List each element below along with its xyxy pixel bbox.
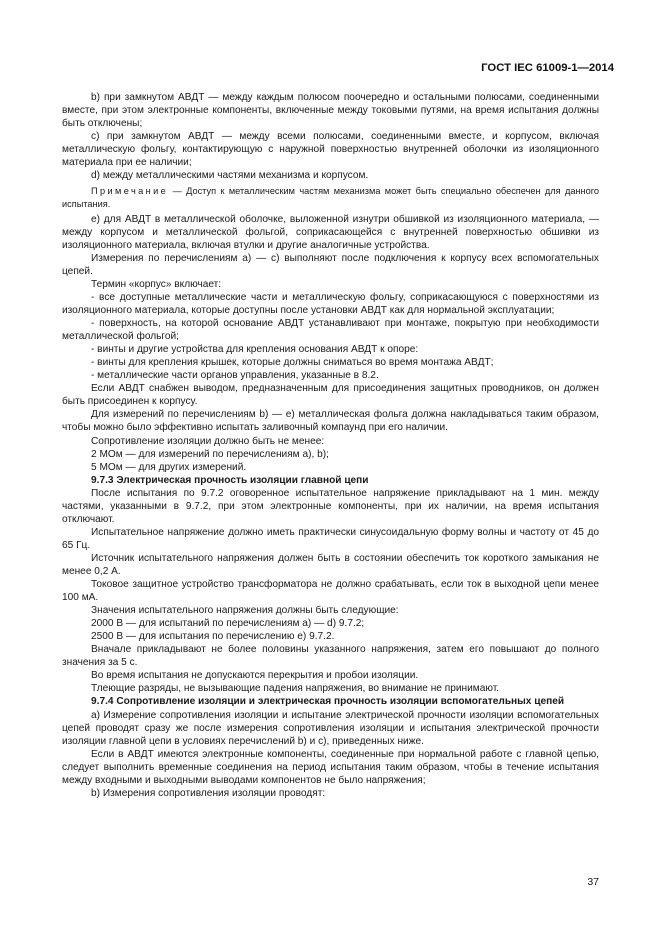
paragraph: Если в АВДТ имеются электронные компоненты, соединенные при нормальной работе с главной цепью, следует выполнить временные соединения на период испытания таким образом, чтобы в течение испытания между входными и выходными выводами компонентов не было напряжения; [62, 748, 599, 786]
section-heading-9-7-3: 9.7.3 Электрическая прочность изоляции главной цепи [91, 474, 369, 486]
dash-item: - винты и другие устройства для крепления основания АВДТ к опоре: [91, 344, 419, 356]
paragraph: После испытания по 9.7.2 оговоренное испытательное напряжение прикладывают на 1 мин. между частями, указанными в 9.7.2, при этом электронные компоненты, при их наличии, на время испытания отключают. [62, 487, 599, 525]
dash-item: - поверхность, на которой основание АВДТ устанавливают при монтаже, покрытую при необходимости металлической фольгой; [62, 318, 599, 343]
body-text [62, 91, 599, 800]
note [62, 185, 599, 209]
paragraph: 2500 В — для испытания по перечислению е) 9.7.2. [91, 631, 335, 643]
dash-item: - все доступные металлические части и металлическую фольгу, соприкасающуюся с поверхностями из изоляционного материала, которые доступны после установки АВДТ как для нормальной эксплуатации; [62, 292, 599, 317]
note-label: Примечание [91, 186, 169, 197]
paragraph: Во время испытания не допускаются перекрытия и пробои изоляции. [91, 670, 419, 682]
list-item-c: c) при замкнутом АВДТ — между всеми полюсами, соединенными вместе, и корпусом, включая металлическую фольгу, контактирующую с наружной поверхностью внутренней оболочки из изоляционного материала при ее наличии; [62, 131, 599, 169]
list-item-b: b) при замкнутом АВДТ — между каждым полюсом поочередно и остальными полюсами, соединенными вместе, при этом электронные компоненты, включенные между токовыми путями, на время испытания должны быть отключены; [62, 92, 599, 130]
paragraph: а) Измерение сопротивления изоляции и испытание электрической прочности изоляции вспомогательных цепей проводят сразу же после измерения сопротивления изоляции и испытания электрической прочности изоляции главной цепи в условиях перечислений b) и c), приведенных ниже. [62, 709, 599, 747]
dash-item: - металлические части органов управления, указанные в 8.2. [91, 370, 379, 382]
paragraph: Если АВДТ снабжен выводом, предназначенным для присоединения защитных проводников, он должен быть присоединен к корпусу. [62, 383, 599, 408]
paragraph: Тлеющие разряды, не вызывающие падения напряжения, во внимание не принимают. [91, 683, 500, 695]
paragraph: Для измерений по перечислениям b) — e) металлическая фольга должна накладываться таким образом, чтобы можно было эффективно испытать заливочный компаунд при его наличии. [62, 409, 599, 434]
page-number: 37 [587, 876, 599, 888]
paragraph: Значения испытательного напряжения должны быть следующие: [91, 605, 399, 617]
paragraph: 2000 В — для испытаний по перечислениям а) — d) 9.7.2; [91, 618, 365, 630]
list-item-d: d) между металлическими частями механизма и корпусом. [91, 170, 369, 182]
dash-item: - винты для крепления крышек, которые должны сниматься во время монтажа АВДТ; [91, 357, 494, 369]
paragraph: 5 МОм — для других измерений. [91, 461, 247, 473]
paragraph: Измерения по перечислениям а) — с) выполняют после подключения к корпусу всех вспомогательных цепей. [62, 252, 599, 277]
paragraph: Токовое защитное устройство трансформатора не должно срабатывать, если ток в выходной цепи менее 100 мА. [62, 579, 599, 604]
paragraph: 2 МОм — для измерений по перечислениям а), b); [91, 448, 329, 460]
paragraph: b) Измерения сопротивления изоляции проводят: [91, 787, 326, 799]
paragraph: Термин «корпус» включает: [91, 278, 222, 290]
standard-header: ГОСТ IEC 61009-1—2014 [481, 62, 614, 74]
section-heading-9-7-4: 9.7.4 Сопротивление изоляции и электрическая прочность изоляции вспомогательных цепей [91, 696, 565, 708]
paragraph: Испытательное напряжение должно иметь практически синусоидальную форму волны и частоту от 45 до 65 Гц. [62, 526, 599, 551]
list-item-e: e) для АВДТ в металлической оболочке, выложенной изнутри обшивкой из изоляционного материала, — между корпусом и металлической фольгой, соприкасающейся с внутренней поверхностью обшивки из изоляционного материала, включая втулки и другие аналогичные устройства. [62, 213, 599, 251]
paragraph: Сопротивление изоляции должно быть не менее: [91, 435, 325, 447]
note-text: — Доступ к металлическим частям механизма может быть специально обеспечен для данного испытания. [62, 186, 599, 209]
paragraph: Источник испытательного напряжения должен быть в состоянии обеспечить ток короткого замыкания не менее 0,2 А. [62, 552, 599, 577]
paragraph: Вначале прикладывают не более половины указанного напряжения, затем его повышают до полного значения за 5 с. [62, 644, 599, 669]
